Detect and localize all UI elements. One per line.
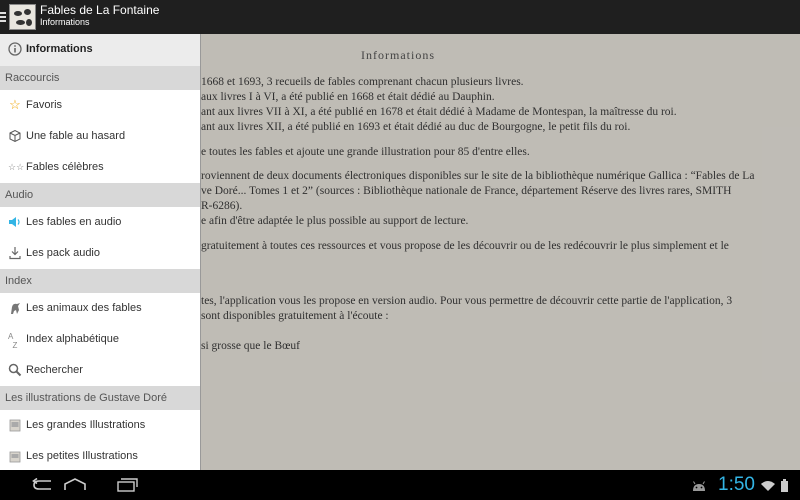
drawer-item-audio-packs[interactable]	[0, 238, 200, 269]
image-small-icon	[8, 449, 22, 463]
system-nav-bar	[0, 470, 800, 500]
content-line: gratuitement à toutes ces ressources et vous propose de les découvrir ou de les redécouvrir le plus simplement et le	[201, 240, 729, 252]
drawer-section-header: Index	[0, 269, 200, 293]
content-line: ve Doré... Tomes 1 et 2” (sources : Bibliothèque nationale de France, département Réserve des livres rares, SMITH	[201, 185, 732, 197]
drawer-item-famous-fables[interactable]	[0, 152, 200, 183]
drawer-item-random-fable[interactable]	[0, 121, 200, 152]
drawer-item-label: Les grandes Illustrations	[26, 419, 146, 431]
content-line: sont disponibles gratuitement à l'écoute :	[201, 310, 389, 322]
drawer-item-label: Fables célèbres	[26, 161, 104, 173]
drawer-section-header: Audio	[0, 183, 200, 207]
drawer-item-audio-fables[interactable]	[0, 207, 200, 238]
stars-icon: ☆☆	[8, 162, 25, 172]
drawer-item-informations[interactable]	[0, 34, 200, 66]
back-button[interactable]	[31, 478, 57, 492]
content-line: e afin d'être adaptée le plus possible au support de lecture.	[201, 215, 469, 227]
content-line: si grosse que le Bœuf	[201, 340, 301, 352]
content-line: tes, l'application vous les propose en version audio. Pour vous permettre de découvrir cette partie de l'application, 3	[201, 295, 733, 307]
info-icon	[8, 42, 22, 56]
drawer-item-label: Rechercher	[26, 364, 83, 376]
content-title: Informations	[361, 48, 435, 62]
app-title: Fables de La Fontaine	[40, 3, 160, 17]
drawer-item-large-illustrations[interactable]	[0, 410, 200, 441]
content-line: e toutes les fables et ajoute une grande illustration pour 85 d'entre elles.	[201, 146, 530, 158]
drawer-item-label: Les animaux des fables	[26, 302, 142, 314]
drawer-section-header: Raccourcis	[0, 66, 200, 90]
drawer-item-favoris[interactable]	[0, 90, 200, 121]
battery-icon	[780, 479, 789, 497]
drawer-item-label: Les pack audio	[26, 247, 100, 259]
az-icon: A Z	[8, 332, 18, 350]
download-icon	[8, 246, 22, 260]
drawer-item-label: Les petites Illustrations	[26, 450, 138, 462]
drawer-item-alpha-index[interactable]	[0, 324, 200, 355]
drawer-item-label: Informations	[26, 43, 93, 55]
app-logo[interactable]	[9, 4, 36, 30]
content-line: 1668 et 1693, 3 recueils de fables comprenant chacun plusieurs livres.	[201, 76, 524, 88]
wifi-icon	[760, 479, 776, 497]
content-line: R-6286).	[201, 200, 243, 212]
drawer-item-label: Favoris	[26, 99, 63, 111]
drawer-item-label: Une fable au hasard	[26, 130, 126, 142]
content-line: roviennent de deux documents électroniques disponibles sur le site de la bibliothèque numérique Gallica : “Fables de La	[201, 170, 755, 182]
app-subtitle: Informations	[40, 17, 90, 27]
content-line: ant aux livres VII à XI, a été publié en 1678 et était dédié à Madame de Montespan, la maîtresse du roi.	[201, 106, 677, 118]
drawer-item-small-illustrations[interactable]	[0, 441, 200, 470]
dice-icon	[8, 129, 22, 143]
recent-apps-button[interactable]	[116, 478, 142, 492]
navigation-drawer	[0, 34, 201, 470]
android-debug-icon	[691, 479, 707, 497]
action-bar	[0, 0, 800, 34]
drawer-item-search[interactable]	[0, 355, 200, 386]
drawer-toggle-icon[interactable]	[0, 12, 6, 24]
drawer-item-label: Les fables en audio	[26, 216, 122, 228]
home-button[interactable]	[62, 478, 88, 492]
content-line: ant aux livres XII, a été publié en 1693 et était dédié au duc de Bourgogne, le petit fils du roi.	[201, 121, 631, 133]
star-icon: ☆	[9, 97, 21, 112]
drawer-section-header: Les illustrations de Gustave Doré	[0, 386, 200, 410]
content-line: aux livres I à VI, a été publié en 1668 et était dédié au Dauphin.	[201, 91, 495, 103]
drawer-item-label: Index alphabétique	[26, 333, 119, 345]
speaker-icon	[8, 215, 22, 229]
drawer-item-animals[interactable]	[0, 293, 200, 324]
status-clock: 1:50	[718, 474, 755, 495]
animal-icon	[8, 301, 22, 315]
image-icon	[8, 418, 22, 432]
search-icon	[8, 363, 22, 377]
